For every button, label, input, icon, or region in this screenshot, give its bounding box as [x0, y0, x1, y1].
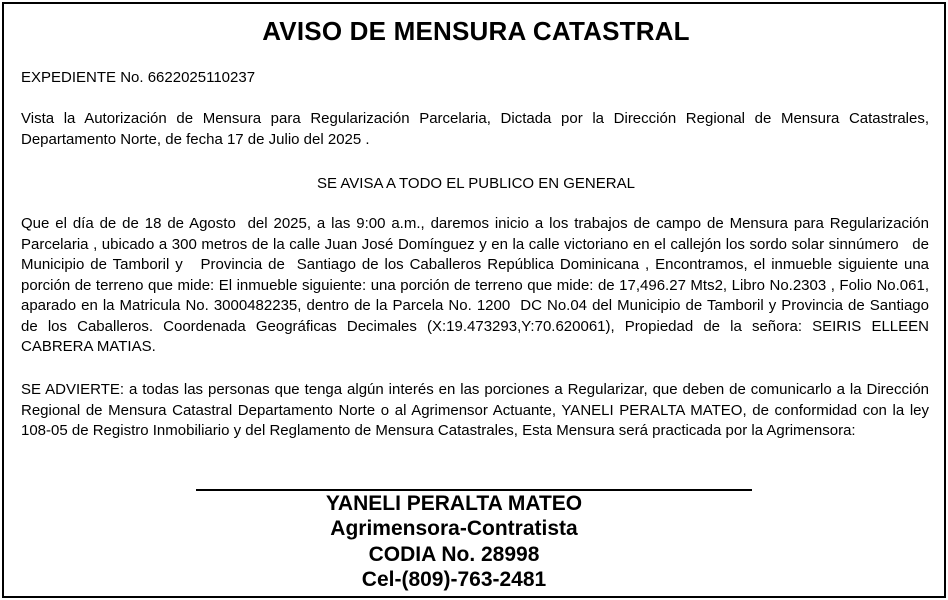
survey-details-paragraph: Que el día de de 18 de Agosto del 2025, a las 9:00 a.m., daremos inicio a los trabajos de campo de Mensura para Regularización Parcelaria , ubicado a 300 metros de la calle Juan José Domínguez y en la calle victoriano en el callejón los sordo solar sinnúmero de Municipio de Tamboril y Provincia de Santiago de los Caballeros República Dominicana , Encontramos, el inmueble siguiente una porción de terreno que mide: El inmueble siguiente: una porción de terreno que mide: de 17,496.27 Mts2, Libro No.2303 , Folio No.061, aparado en la Matricula No. 3000482235, dentro de la Parcela No. 1200 DC No.04 del Municipio de Tamboril y Provincia de Santiago de los Caballeros. Coordenada Geográficas Decimales (X:19.473293,Y:70.620061), Propiedad de la señora: SEIRIS ELLEEN CABRERA MATIAS.	[21, 215, 938, 355]
expediente-number: EXPEDIENTE No. 6622025110237	[21, 69, 256, 86]
codia-number: CODIA No. 28998	[368, 543, 540, 566]
notice-frame	[2, 2, 946, 598]
phone-number: Cel-(809)-763-2481	[361, 568, 547, 591]
surveyor-role: Agrimensora-Contratista	[330, 517, 578, 540]
surveyor-name: YANELI PERALTA MATEO	[325, 492, 583, 515]
warning-paragraph: SE ADVIERTE: a todas las personas que tenga algún interés en las porciones a Regularizar, que deben de comunicarlo a la Dirección Regional de Mensura Catastral Departamento Norte o al Agrimensor Actuante, YANELI PERALTA MATEO, de conformidad con la ley 108-05 de Registro Inmobiliario y del Reglamento de Mensura Catastrales, Esta Mensura será practicada por la Agrimensora:	[21, 381, 929, 439]
authorization-paragraph: Vista la Autorización de Mensura para Regularización Parcelaria, Dictada por la Dirección Regional de Mensura Catastrales, Departamento Norte, de fecha 17 de Julio del 2025 .	[21, 110, 929, 148]
public-notice-heading: SE AVISA A TODO EL PUBLICO EN GENERAL	[317, 175, 635, 192]
notice-title: AVISO DE MENSURA CATASTRAL	[262, 16, 690, 46]
